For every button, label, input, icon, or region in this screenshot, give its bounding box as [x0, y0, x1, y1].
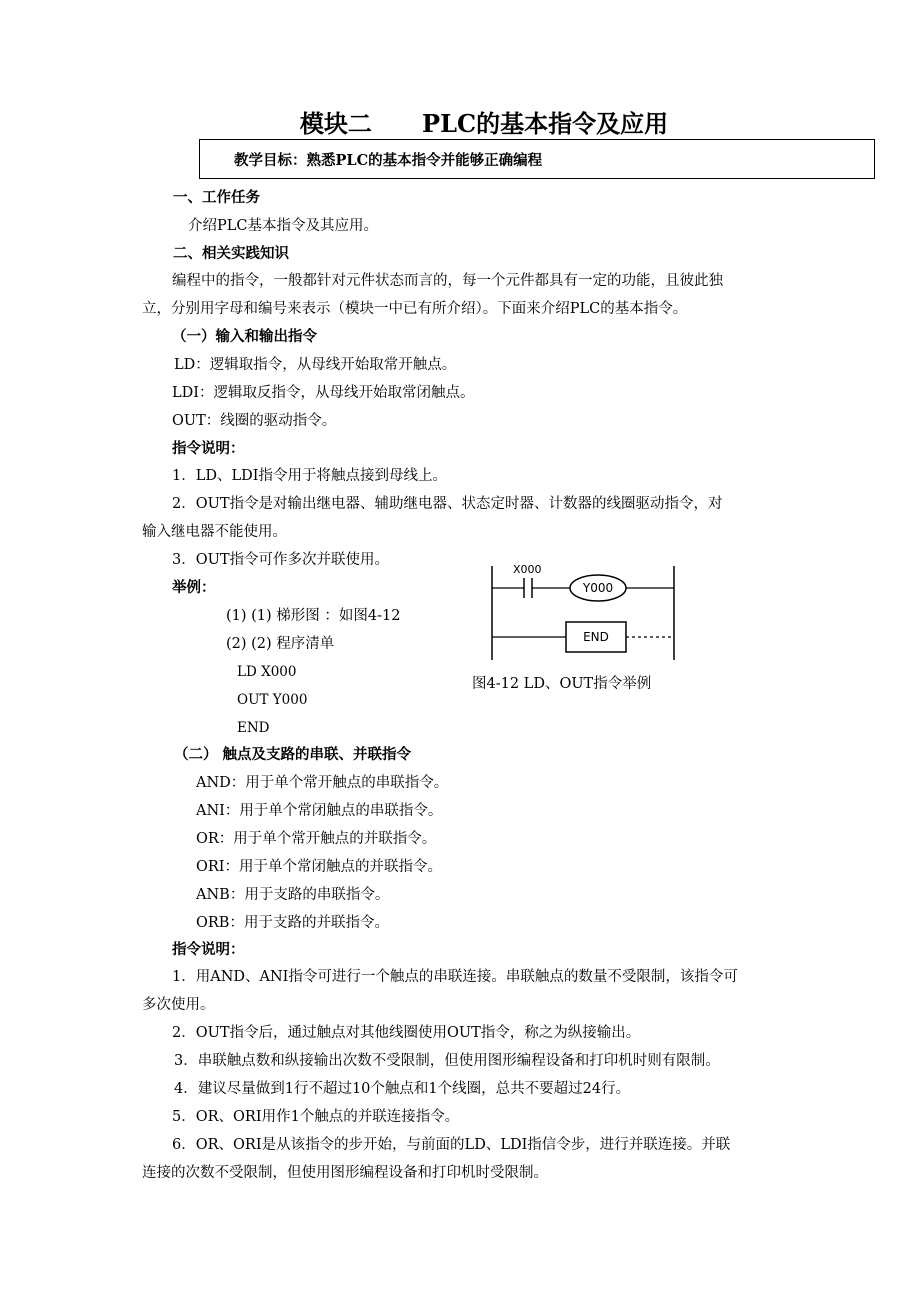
code-line-2: OUT Y000 — [237, 692, 308, 708]
note1-2a: 2．OUT指令是对输出继电器、辅助继电器、状态定时器、计数器的线圈驱动指令，对 — [172, 496, 723, 512]
note2-1a: 1．用AND、ANI指令可进行一个触点的串联连接。串联触点的数量不受限制，该指令可 — [172, 969, 738, 985]
task-heading: 一、工作任务 — [173, 189, 260, 206]
intro-line-2: 立，分别用字母和编号来表示（模块一中已有所介绍）。下面来介绍PLC的基本指令。 — [142, 301, 688, 317]
example-item-2: (2) (2) 程序清单 — [226, 636, 335, 652]
note2-2: 2．OUT指令后，通过触点对其他线圈使用OUT指令，称之为纵接输出。 — [172, 1025, 641, 1041]
note1-1: 1．LD、LDI指令用于将触点接到母线上。 — [172, 468, 447, 484]
note2-6b: 连接的次数不受限制，但使用图形编程设备和打印机时受限制。 — [142, 1165, 548, 1181]
teaching-goal-box — [199, 139, 875, 179]
ld-def: LD：逻辑取指令，从母线开始取常开触点。 — [174, 357, 457, 373]
task-text: 介绍PLC基本指令及其应用。 — [188, 218, 378, 234]
sub2-heading: （二） 触点及支路的串联、并联指令 — [174, 746, 412, 763]
ori-def: ORI：用于单个常闭触点的并联指令。 — [196, 859, 443, 875]
sub1-heading: （一）输入和输出指令 — [172, 328, 317, 345]
note2-6a: 6．OR、ORI是从该指令的步开始，与前面的LD、LDI指信令步，进行并联连接。并联 — [172, 1137, 731, 1153]
and-def: AND：用于单个常开触点的串联指令。 — [196, 775, 449, 791]
notes2-heading: 指令说明： — [172, 941, 245, 958]
note2-4: 4．建议尽量做到1行不超过10个触点和1个线圈，总共不要超过24行。 — [174, 1081, 631, 1097]
out-def: OUT：线圈的驱动指令。 — [172, 413, 337, 429]
or-def: OR：用于单个常开触点的并联指令。 — [196, 831, 437, 847]
example-item-1: (1) (1) 梯形图 ：如图4-12 — [226, 608, 401, 624]
note1-2b: 输入继电器不能使用。 — [142, 524, 287, 540]
note1-3: 3．OUT指令可作多次并联使用。 — [172, 552, 390, 568]
teaching-goal-text: 教学目标：熟悉PLC的基本指令并能够正确编程 — [234, 152, 543, 169]
ldi-def: LDI：逻辑取反指令，从母线开始取常闭触点。 — [172, 385, 475, 401]
note2-5: 5．OR、ORI用作1个触点的并联连接指令。 — [172, 1109, 460, 1125]
coil-label: Y000 — [582, 581, 614, 595]
ladder-diagram — [486, 560, 686, 664]
note2-3: 3．串联触点数和纵接输出次数不受限制，但使用图形编程设备和打印机时则有限制。 — [174, 1053, 720, 1069]
code-line-1: LD X000 — [237, 664, 297, 680]
code-line-3: END — [237, 720, 270, 736]
ani-def: ANI：用于单个常闭触点的串联指令。 — [196, 803, 443, 819]
anb-def: ANB：用于支路的串联指令。 — [196, 887, 390, 903]
notes1-heading: 指令说明： — [172, 440, 245, 457]
intro-line-1: 编程中的指令，一般都针对元件状态而言的，每一个元件都具有一定的功能，且彼此独 — [172, 273, 723, 289]
note2-1b: 多次使用。 — [142, 997, 215, 1013]
knowledge-heading: 二、相关实践知识 — [173, 245, 289, 262]
example-heading: 举例： — [172, 579, 216, 596]
page-title: 模块二 PLC的基本指令及应用 — [299, 109, 669, 138]
figure-caption: 图4-12 LD、OUT指令举例 — [472, 676, 652, 692]
contact-label: X000 — [513, 563, 542, 576]
orb-def: ORB：用于支路的并联指令。 — [196, 915, 389, 931]
end-label: END — [583, 630, 609, 644]
